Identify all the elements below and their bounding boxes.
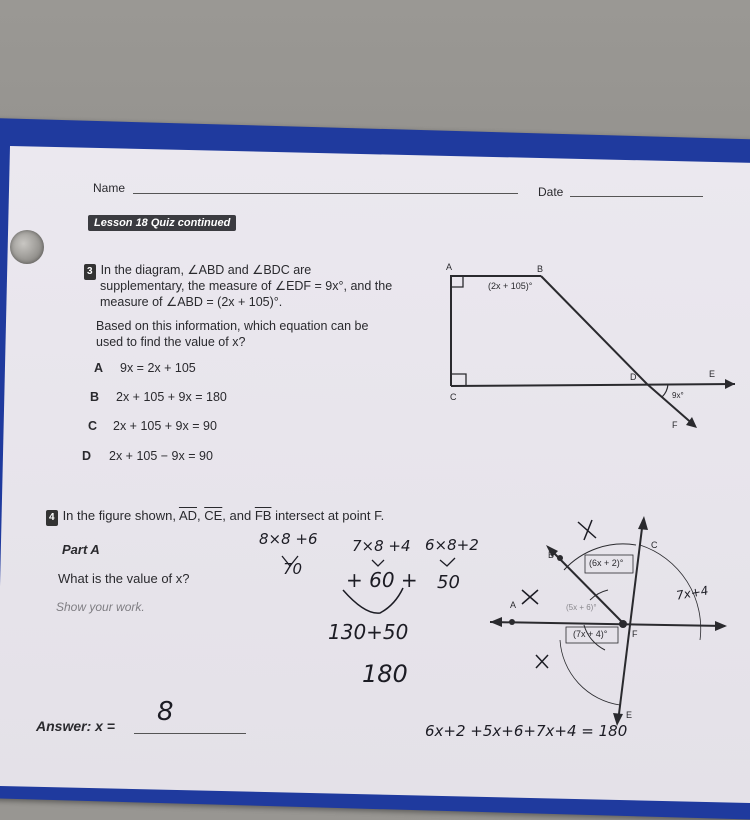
q3-choice-b-text[interactable]: 2x + 105 + 9x = 180 [116,390,227,404]
q4-prompt: 4 In the figure shown, $\overline{AD}$, $\overline{CE}$, and $\overline{FB}$ intersect at point F. [46,508,384,526]
hand-calc-3-result: 50 [437,572,460,593]
q4-ray-ad: $\overline{AD}$ [178,508,197,523]
q3-question-line2: used to find the value of x? [96,335,246,349]
q3-label-f: F [672,420,678,430]
q4-label-a: A [510,600,517,610]
hand-calc-2: 7×8 +4 [352,537,411,555]
hand-calc-1-result: 70 [283,560,303,578]
q4-label-f: F [632,629,638,639]
q3-label-e: E [709,369,716,379]
q4-prompt-pre: In the figure shown, [62,508,177,523]
hand-check-3 [440,558,455,566]
q4-angle2-label: (5x + 6)° [566,603,597,612]
hand-calc-3: 6×8+2 [425,536,479,554]
q3-prompt-line3: measure of ∠ABD = (2x + 105)°. [100,295,283,309]
hand-calc-2-result: + 60 + [346,568,418,592]
hand-check-2 [372,560,384,566]
hand-equation: 6x+2 +5x+6+7x+4 = 180 [425,722,628,740]
q4-label-b: B [548,550,555,560]
q4-ray-fb: $\overline{FB}$ [254,508,272,523]
q3-choice-c-letter[interactable]: C [88,419,98,433]
q4-part-a-question: What is the value of x? [58,571,190,586]
hand-calc-1: 8×8 +6 [259,530,318,548]
hand-calc-2-value: 60 [369,568,395,592]
q3-question-line1: Based on this information, which equation can be [96,319,369,333]
q4-prompt-post: intersect at point F. [275,508,385,523]
q4-show-work: Show your work. [56,600,145,614]
q3-label-a: A [446,262,453,272]
q3-choice-d-text[interactable]: 2x + 105 − 9x = 90 [109,449,213,463]
hand-side-note: 7x+4 [675,583,710,603]
q3-angle-edf-label: 9x° [672,391,684,400]
q4-angle3-label: (7x + 4)° [573,629,608,639]
q4-label-c: C [651,540,658,550]
q4-answer-label: Answer: x = [36,718,115,734]
q3-choice-b-letter[interactable]: B [90,390,100,404]
q4-label-e: E [626,710,633,720]
q3-choice-a-text[interactable]: 9x = 2x + 105 [120,361,196,375]
q3-angle-abd-label: (2x + 105)° [488,281,533,291]
q3-choice-a-letter[interactable]: A [94,361,104,375]
hand-total: 180 [362,660,408,688]
name-label: Name [93,181,126,195]
q3-choice-d-letter[interactable]: D [82,449,92,463]
q3-prompt-text1: In the diagram, ∠ABD and ∠BDC are [100,263,312,277]
q4-part-a-label: Part A [62,542,100,557]
q4-angle1-label: (6x + 2)° [589,558,624,568]
q3-prompt-line2: supplementary, the measure of ∠EDF = 9x°, and the [100,279,393,293]
lesson-badge: Lesson 18 Quiz continued [88,215,236,231]
q4-answer-value: 8 [157,697,174,727]
date-label: Date [538,185,564,199]
q3-number: 3 [84,264,96,280]
q4-number: 4 [46,510,58,526]
q3-label-d: D [630,372,637,382]
q3-choice-c-text[interactable]: 2x + 105 + 9x = 90 [113,419,217,433]
hand-check-1 [282,556,298,566]
q4-ray-ce: $\overline{CE}$ [204,508,223,523]
q3-label-c: C [450,392,457,402]
q3-label-b: B [537,264,544,274]
hand-sum: 130+50 [328,620,409,644]
